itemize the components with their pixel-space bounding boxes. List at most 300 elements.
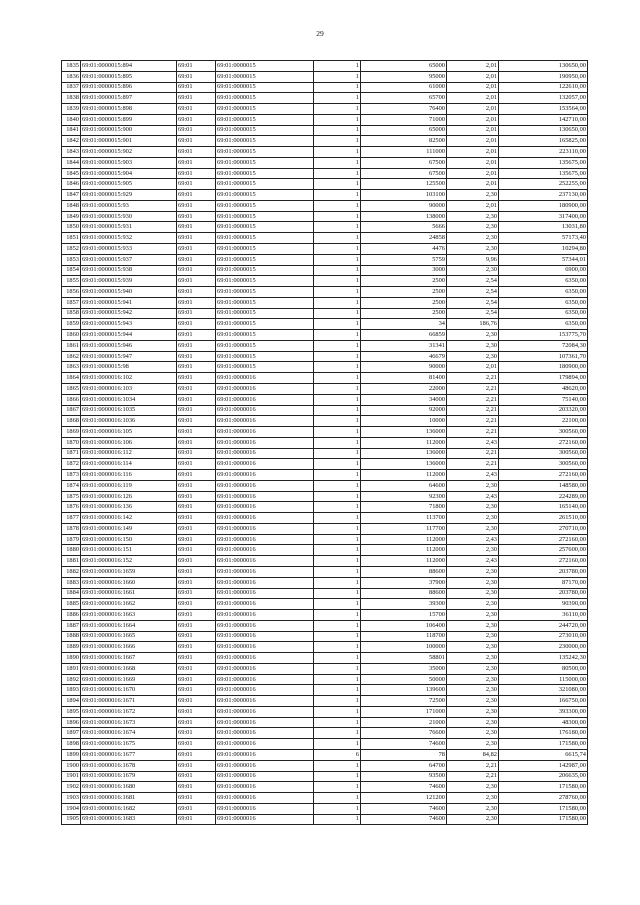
count-cell: 1 [314,71,361,82]
count-cell: 1 [314,405,361,416]
cadastral-number-cell: 69:01:0000015:937 [81,254,177,265]
block-number-cell: 69:01:0000016 [216,566,314,577]
rate-cell: 2,30 [447,502,499,513]
area-cell: 31341 [361,340,447,351]
cadastral-number-cell: 69:01:0000016:119 [81,480,177,491]
table-row [62,157,588,168]
block-number-cell: 69:01:0000015 [216,157,314,168]
row-number-cell: 1889 [62,642,81,653]
region-code-cell: 69:01 [177,297,216,308]
area-cell: 92000 [361,405,447,416]
cadastral-number-cell: 69:01:0000015:895 [81,71,177,82]
area-cell: 74600 [361,803,447,814]
area-cell: 95000 [361,71,447,82]
row-number-cell: 1843 [62,147,81,158]
block-number-cell: 69:01:0000016 [216,696,314,707]
cadastral-value-cell: 80500,00 [499,663,588,674]
cadastral-value-cell: 257600,00 [499,545,588,556]
cadastral-value-cell: 90390,00 [499,599,588,610]
area-cell: 21000 [361,717,447,728]
cadastral-value-cell: 87170,00 [499,577,588,588]
cadastral-number-cell: 69:01:0000016:1681 [81,793,177,804]
cadastral-value-cell: 252255,00 [499,179,588,190]
area-cell: 118700 [361,631,447,642]
area-cell: 93500 [361,771,447,782]
block-number-cell: 69:01:0000016 [216,771,314,782]
row-number-cell: 1885 [62,599,81,610]
cadastral-number-cell: 69:01:0000015:898 [81,104,177,115]
count-cell: 1 [314,760,361,771]
row-number-cell: 1868 [62,416,81,427]
rate-cell: 2,30 [447,566,499,577]
block-number-cell: 69:01:0000016 [216,620,314,631]
count-cell: 1 [314,771,361,782]
rate-cell: 2,30 [447,513,499,524]
block-number-cell: 69:01:0000016 [216,653,314,664]
rate-cell: 2,21 [447,760,499,771]
cadastral-value-cell: 272160,00 [499,534,588,545]
row-number-cell: 1838 [62,93,81,104]
rate-cell: 2,30 [447,717,499,728]
cadastral-number-cell: 69:01:0000016:106 [81,437,177,448]
region-code-cell: 69:01 [177,190,216,201]
row-number-cell: 1901 [62,771,81,782]
cadastral-number-cell: 69:01:0000016:1677 [81,750,177,761]
row-number-cell: 1841 [62,125,81,136]
region-code-cell: 69:01 [177,394,216,405]
rate-cell: 186,76 [447,319,499,330]
rate-cell: 2,01 [447,93,499,104]
cadastral-number-cell: 69:01:0000015:930 [81,211,177,222]
row-number-cell: 1870 [62,437,81,448]
area-cell: 171000 [361,706,447,717]
area-cell: 92300 [361,491,447,502]
table-row [62,211,588,222]
cadastral-number-cell: 69:01:0000015:933 [81,244,177,255]
count-cell: 1 [314,319,361,330]
area-cell: 112000 [361,470,447,481]
rate-cell: 2,30 [447,577,499,588]
count-cell: 1 [314,480,361,491]
cadastral-number-cell: 69:01:0000016:1675 [81,739,177,750]
row-number-cell: 1869 [62,427,81,438]
table-row [62,502,588,513]
area-cell: 71800 [361,502,447,513]
table-row [62,642,588,653]
region-code-cell: 69:01 [177,362,216,373]
cadastral-number-cell: 69:01:0000015:901 [81,136,177,147]
area-cell: 5666 [361,222,447,233]
cadastral-value-cell: 142987,00 [499,760,588,771]
rate-cell: 2,01 [447,125,499,136]
cadastral-number-cell: 69:01:0000016:150 [81,534,177,545]
count-cell: 1 [314,599,361,610]
region-code-cell: 69:01 [177,760,216,771]
region-code-cell: 69:01 [177,610,216,621]
count-cell: 1 [314,330,361,341]
count-cell: 1 [314,706,361,717]
rate-cell: 2,30 [447,814,499,825]
cadastral-number-cell: 69:01:0000016:1680 [81,782,177,793]
cadastral-number-cell: 69:01:0000016:1664 [81,620,177,631]
cadastral-number-cell: 69:01:0000015:940 [81,287,177,298]
cadastral-number-cell: 69:01:0000015:946 [81,340,177,351]
count-cell: 1 [314,556,361,567]
count-cell: 1 [314,61,361,72]
area-cell: 81400 [361,373,447,384]
table-row [62,534,588,545]
cadastral-value-cell: 230000,00 [499,642,588,653]
rate-cell: 2,30 [447,330,499,341]
area-cell: 64700 [361,760,447,771]
cadastral-number-cell: 69:01:0000015:944 [81,330,177,341]
row-number-cell: 1882 [62,566,81,577]
area-cell: 88600 [361,566,447,577]
cadastral-value-cell: 300560,00 [499,448,588,459]
cadastral-number-cell: 69:01:0000016:1665 [81,631,177,642]
count-cell: 1 [314,491,361,502]
rate-cell: 2,54 [447,297,499,308]
count-cell: 1 [314,254,361,265]
region-code-cell: 69:01 [177,631,216,642]
row-number-cell: 1894 [62,696,81,707]
region-code-cell: 69:01 [177,136,216,147]
count-cell: 1 [314,82,361,93]
region-code-cell: 69:01 [177,61,216,72]
cadastral-number-cell: 69:01:0000016:1670 [81,685,177,696]
table-row [62,588,588,599]
region-code-cell: 69:01 [177,373,216,384]
region-code-cell: 69:01 [177,642,216,653]
row-number-cell: 1896 [62,717,81,728]
rate-cell: 2,30 [447,706,499,717]
cadastral-number-cell: 69:01:0000016:1673 [81,717,177,728]
count-cell: 1 [314,276,361,287]
block-number-cell: 69:01:0000016 [216,631,314,642]
area-cell: 121200 [361,793,447,804]
count-cell: 1 [314,200,361,211]
count-cell: 1 [314,233,361,244]
cadastral-value-cell: 48620,00 [499,383,588,394]
block-number-cell: 69:01:0000016 [216,642,314,653]
table-row [62,179,588,190]
cadastral-number-cell: 69:01:0000015:904 [81,168,177,179]
region-code-cell: 69:01 [177,114,216,125]
rate-cell: 2,21 [447,394,499,405]
cadastral-number-cell: 69:01:0000016:1661 [81,588,177,599]
row-number-cell: 1890 [62,653,81,664]
cadastral-number-cell: 69:01:0000015:900 [81,125,177,136]
rate-cell: 2,01 [447,61,499,72]
area-cell: 139600 [361,685,447,696]
rate-cell: 2,54 [447,287,499,298]
region-code-cell: 69:01 [177,93,216,104]
count-cell: 1 [314,287,361,298]
table-row [62,394,588,405]
count-cell: 1 [314,610,361,621]
block-number-cell: 69:01:0000016 [216,502,314,513]
region-code-cell: 69:01 [177,254,216,265]
block-number-cell: 69:01:0000016 [216,610,314,621]
area-cell: 2500 [361,287,447,298]
table-row [62,416,588,427]
row-number-cell: 1881 [62,556,81,567]
rate-cell: 2,30 [447,190,499,201]
table-row [62,803,588,814]
area-cell: 136000 [361,427,447,438]
row-number-cell: 1897 [62,728,81,739]
cadastral-number-cell: 69:01:0000016:126 [81,491,177,502]
count-cell: 1 [314,566,361,577]
cadastral-number-cell: 69:01:0000016:1666 [81,642,177,653]
region-code-cell: 69:01 [177,663,216,674]
count-cell: 1 [314,803,361,814]
rate-cell: 2,30 [447,793,499,804]
count-cell: 1 [314,114,361,125]
area-cell: 67500 [361,157,447,168]
rate-cell: 84,82 [447,750,499,761]
rate-cell: 2,30 [447,233,499,244]
cadastral-value-cell: 206635,00 [499,771,588,782]
row-number-cell: 1884 [62,588,81,599]
block-number-cell: 69:01:0000016 [216,663,314,674]
cadastral-number-cell: 69:01:0000016:1678 [81,760,177,771]
cadastral-number-cell: 69:01:0000016:103 [81,383,177,394]
region-code-cell: 69:01 [177,599,216,610]
region-code-cell: 69:01 [177,383,216,394]
row-number-cell: 1902 [62,782,81,793]
cadastral-number-cell: 69:01:0000016:1672 [81,706,177,717]
cadastral-number-cell: 69:01:0000015:897 [81,93,177,104]
table-row [62,577,588,588]
region-code-cell: 69:01 [177,728,216,739]
rate-cell: 2,21 [447,771,499,782]
row-number-cell: 1873 [62,470,81,481]
block-number-cell: 69:01:0000016 [216,480,314,491]
table-row [62,459,588,470]
cadastral-number-cell: 69:01:0000016:1668 [81,663,177,674]
row-number-cell: 1892 [62,674,81,685]
area-cell: 37900 [361,577,447,588]
cadastral-number-cell: 69:01:0000015:905 [81,179,177,190]
cadastral-number-cell: 69:01:0000016:1662 [81,599,177,610]
count-cell: 1 [314,502,361,513]
table-row [62,340,588,351]
cadastral-value-cell: 179894,00 [499,373,588,384]
row-number-cell: 1903 [62,793,81,804]
cadastral-value-cell: 270710,00 [499,523,588,534]
block-number-cell: 69:01:0000015 [216,244,314,255]
block-number-cell: 69:01:0000015 [216,61,314,72]
rate-cell: 2,21 [447,373,499,384]
region-code-cell: 69:01 [177,287,216,298]
region-code-cell: 69:01 [177,147,216,158]
count-cell: 1 [314,147,361,158]
row-number-cell: 1840 [62,114,81,125]
rate-cell: 2,01 [447,136,499,147]
area-cell: 100000 [361,642,447,653]
cadastral-number-cell: 69:01:0000016:112 [81,448,177,459]
row-number-cell: 1861 [62,340,81,351]
region-code-cell: 69:01 [177,308,216,319]
count-cell: 1 [314,674,361,685]
cadastral-number-cell: 69:01:0000016:1669 [81,674,177,685]
block-number-cell: 69:01:0000015 [216,136,314,147]
area-cell: 76400 [361,104,447,115]
row-number-cell: 1898 [62,739,81,750]
table-row [62,93,588,104]
cadastral-value-cell: 300560,00 [499,427,588,438]
cadastral-value-cell: 135675,00 [499,157,588,168]
cadastral-value-cell: 6350,00 [499,276,588,287]
table-row [62,750,588,761]
region-code-cell: 69:01 [177,470,216,481]
table-row [62,513,588,524]
rate-cell: 2,30 [447,610,499,621]
region-code-cell: 69:01 [177,556,216,567]
cadastral-value-cell: 165825,00 [499,136,588,147]
area-cell: 65000 [361,125,447,136]
block-number-cell: 69:01:0000016 [216,793,314,804]
table-row [62,233,588,244]
count-cell: 1 [314,265,361,276]
table-row [62,114,588,125]
block-number-cell: 69:01:0000015 [216,168,314,179]
rate-cell: 2,01 [447,104,499,115]
table-row [62,610,588,621]
row-number-cell: 1904 [62,803,81,814]
rate-cell: 2,30 [447,739,499,750]
row-number-cell: 1877 [62,513,81,524]
cadastral-value-cell: 10294,80 [499,244,588,255]
count-cell: 1 [314,523,361,534]
count-cell: 1 [314,642,361,653]
row-number-cell: 1878 [62,523,81,534]
area-cell: 106400 [361,620,447,631]
cadastral-number-cell: 69:01:0000016:1674 [81,728,177,739]
area-cell: 34000 [361,394,447,405]
cadastral-value-cell: 115000,00 [499,674,588,685]
rate-cell: 2,43 [447,470,499,481]
count-cell: 1 [314,340,361,351]
table-row [62,793,588,804]
region-code-cell: 69:01 [177,674,216,685]
rate-cell: 2,30 [447,782,499,793]
region-code-cell: 69:01 [177,685,216,696]
block-number-cell: 69:01:0000016 [216,405,314,416]
cadastral-number-cell: 69:01:0000016:1682 [81,803,177,814]
block-number-cell: 69:01:0000016 [216,782,314,793]
cadastral-value-cell: 166750,00 [499,696,588,707]
region-code-cell: 69:01 [177,71,216,82]
block-number-cell: 69:01:0000015 [216,82,314,93]
cadastral-value-cell: 153564,00 [499,104,588,115]
row-number-cell: 1888 [62,631,81,642]
block-number-cell: 69:01:0000016 [216,728,314,739]
block-number-cell: 69:01:0000016 [216,599,314,610]
rate-cell: 2,01 [447,200,499,211]
count-cell: 1 [314,782,361,793]
table-row [62,276,588,287]
block-number-cell: 69:01:0000015 [216,308,314,319]
region-code-cell: 69:01 [177,222,216,233]
cadastral-value-cell: 135242,30 [499,653,588,664]
block-number-cell: 69:01:0000015 [216,233,314,244]
area-cell: 103100 [361,190,447,201]
block-number-cell: 69:01:0000015 [216,340,314,351]
rate-cell: 2,30 [447,351,499,362]
table-row [62,104,588,115]
table-row [62,728,588,739]
row-number-cell: 1871 [62,448,81,459]
region-code-cell: 69:01 [177,739,216,750]
table-row [62,125,588,136]
table-row [62,739,588,750]
cadastral-value-cell: 190950,00 [499,71,588,82]
region-code-cell: 69:01 [177,276,216,287]
cadastral-value-cell: 272160,00 [499,556,588,567]
region-code-cell: 69:01 [177,265,216,276]
cadastral-value-cell: 171580,00 [499,803,588,814]
rate-cell: 2,01 [447,179,499,190]
row-number-cell: 1899 [62,750,81,761]
region-code-cell: 69:01 [177,588,216,599]
row-number-cell: 1905 [62,814,81,825]
count-cell: 1 [314,93,361,104]
cadastral-value-cell: 203320,00 [499,405,588,416]
cadastral-value-cell: 48300,00 [499,717,588,728]
region-code-cell: 69:01 [177,491,216,502]
table-row [62,330,588,341]
table-row [62,222,588,233]
table-row [62,168,588,179]
region-code-cell: 69:01 [177,782,216,793]
row-number-cell: 1876 [62,502,81,513]
block-number-cell: 69:01:0000016 [216,383,314,394]
count-cell: 1 [314,437,361,448]
count-cell: 1 [314,685,361,696]
cadastral-value-cell: 13031,80 [499,222,588,233]
area-cell: 50000 [361,674,447,685]
count-cell: 1 [314,793,361,804]
area-cell: 64600 [361,480,447,491]
region-code-cell: 69:01 [177,179,216,190]
cadastral-value-cell: 180900,00 [499,200,588,211]
table-row [62,566,588,577]
area-cell: 34 [361,319,447,330]
block-number-cell: 69:01:0000015 [216,351,314,362]
region-code-cell: 69:01 [177,717,216,728]
count-cell: 1 [314,470,361,481]
rate-cell: 2,54 [447,276,499,287]
block-number-cell: 69:01:0000015 [216,190,314,201]
count-cell: 1 [314,125,361,136]
cadastral-number-cell: 69:01:0000015:894 [81,61,177,72]
table-row [62,71,588,82]
row-number-cell: 1848 [62,200,81,211]
area-cell: 74600 [361,782,447,793]
count-cell: 1 [314,297,361,308]
region-code-cell: 69:01 [177,771,216,782]
region-code-cell: 69:01 [177,523,216,534]
row-number-cell: 1856 [62,287,81,298]
table-row [62,685,588,696]
row-number-cell: 1839 [62,104,81,115]
region-code-cell: 69:01 [177,405,216,416]
count-cell: 1 [314,620,361,631]
rate-cell: 2,30 [447,599,499,610]
cadastral-value-cell: 130650,00 [499,125,588,136]
